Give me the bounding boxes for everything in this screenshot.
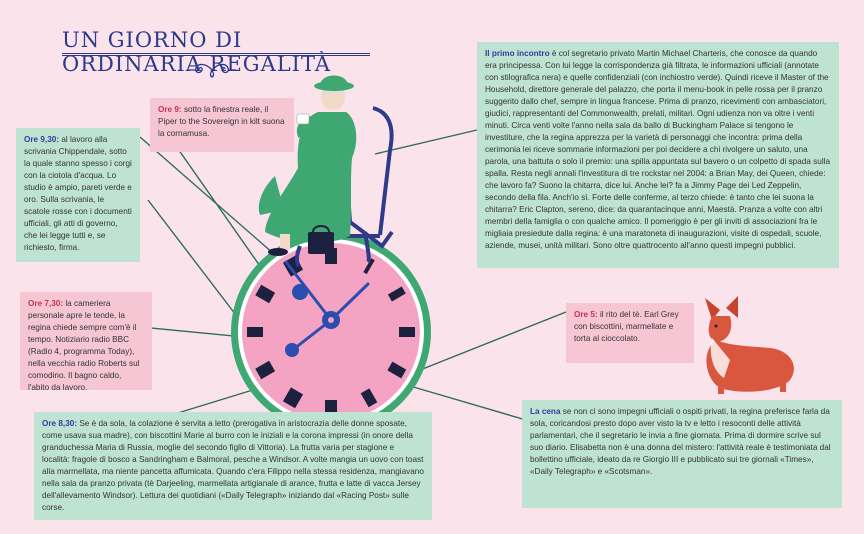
block-text: al lavoro alla scrivania Chippendale, sotto la quale stanno spesso i corgi con la ciotola d'acqua. Lo studio è ampio, pareti verde e oro. Sulla scrivania, le scatole rosse con i documenti ufficiali, gli atti di governo, che lei legge tutti e, se richiesto, firma. [24, 135, 132, 252]
box-cena [522, 400, 842, 508]
time-label: Ore 9,30: [24, 135, 60, 144]
block-text: se non ci sono impegni ufficiali o ospiti privati, la regina preferisce farla da sola, coricandosi presto dopo aver visto la tv e letto i resoconti delle attività parlamentari, che il segretario le invia a fine giornata. Prima di dormire scrive sul suo diario. Elisabetta non è una donna del mistero: l'attività reale è testimoniata dal bollettino ufficiale, ideato da re Giorgio III e pubblicato sui tre giornali «Times», «Daily Telegraph» e «Scotsman». [530, 407, 831, 476]
time-label: Ore 5: [574, 310, 598, 319]
block-text: il rito del tè. Earl Grey con biscottini, marmellate e torta al cioccolato. [574, 310, 679, 343]
time-label: Il primo incontro [485, 49, 550, 58]
box-ore-9 [150, 98, 294, 152]
block-text: la cameriera personale apre le tende, la regina chiede sempre com'è il tempo. Notiziario radio BBC (Radio 4, programma Today), nella vecchia radio Roberts sul comodino. Il bagno caldo, l'abito da lavoro. [28, 299, 140, 392]
time-label: Ore 9: [158, 105, 182, 114]
time-label: Ore 7,30: [28, 299, 64, 308]
box-ore-730 [20, 292, 152, 390]
box-ore-930 [16, 128, 140, 262]
time-label: Ore 8,30: [42, 419, 78, 428]
block-text: è col segretario privato Martin Michael Charteris, che conosce da quando era principessa. Con lui legge la corrispondenza già filtrata, le informazioni ufficiali (annotate con stilografica nera) e quelle confidenziali (con inchiostro verde). Quindi riceve il Master of the Household, direttore generale del palazzo, che porta il menu-book in pelle rossa per il pranzo suggerito dallo chef, sempre in lingua francese. Prima di pranzo, ricevimenti con ambasciatori, giudici, rappresentanti del Commonwealth, prelati, militari. Ogni udienza non va oltre i venti minuti. Circa venti volte l'anno nella sala da ballo di Buckingham Palace si tengono le investiture, che la regina apprezza per la varietà di personaggi che incontra: prima della cerimonia lei riceve sommarie informazioni per poi decidere a chi rivolgere un saluto, una parola, una battuta o solo il premio: una spilla appuntata sul bavero o un colpetto di spada sulla spalla. Resta negli annali l'investitura di tre rockstar nel 2004: a Brian May, dei Queen, chiede: che lavoro fa? Suono la chitarra, dice lui. Anche lei? fa a Jimmy Page dei Led Zeppelin, secondo della fila. Anch'io sì. Forte delle conferme, al terzo chiede: è tanto che lei suona la chitarra? Eric Clapton, sereno, dice: da quarantacinque anni, Maestà. Pranza a volte con altri membri della famiglia o con qualche amico. Il pomeriggio è per gli inviti di associazioni fra le migliaia presiedute dalla regina: è una maratoneta di inaugurazioni, visite di ospedali, scuole, aziende, musei, unità militari. Sono oltre quattrocento all'anno questi impegni pubblici. [485, 49, 831, 250]
block-text: Se è da sola, la colazione è servita a letto (prerogativa in aristocrazia delle donne sposate, come usava sua madre), con biscottini Marie al burro con le iniziali e la corona impressi (in onore della granduchessa Maria di Russia, moglie del secondo figlio di Vittoria). La frutta varia per stagione e località: fragole di bosco a Sandringham e Balmoral, pesche a Windsor. A volte mangia un uovo con toast alla marmellata, ma niente pancetta affumicata. Quando c'era Filippo nella stessa residenza, mangiavano nella sala da pranzo privata (tè Darjeeling, marmellata artigianale di arance, frutta e latte di vacca Jersey dell'allevamento Windsor). Lettura dei quotidiani («Daily Telegraph» iniziando dal «Racing Post» sulle corse. [42, 419, 424, 512]
block-text: sotto la finestra reale, il Piper to the Sovereign in kilt suona la cornamusa. [158, 105, 285, 138]
page-title: UN GIORNO DI ORDINARIA REGALITÀ [62, 28, 331, 76]
box-ore-830 [34, 412, 432, 520]
time-label: La cena [530, 407, 561, 416]
corgi-illustration [705, 296, 794, 394]
box-primo-incontro [477, 42, 839, 268]
box-ore-5 [566, 303, 694, 363]
clock-illustration [231, 232, 431, 432]
